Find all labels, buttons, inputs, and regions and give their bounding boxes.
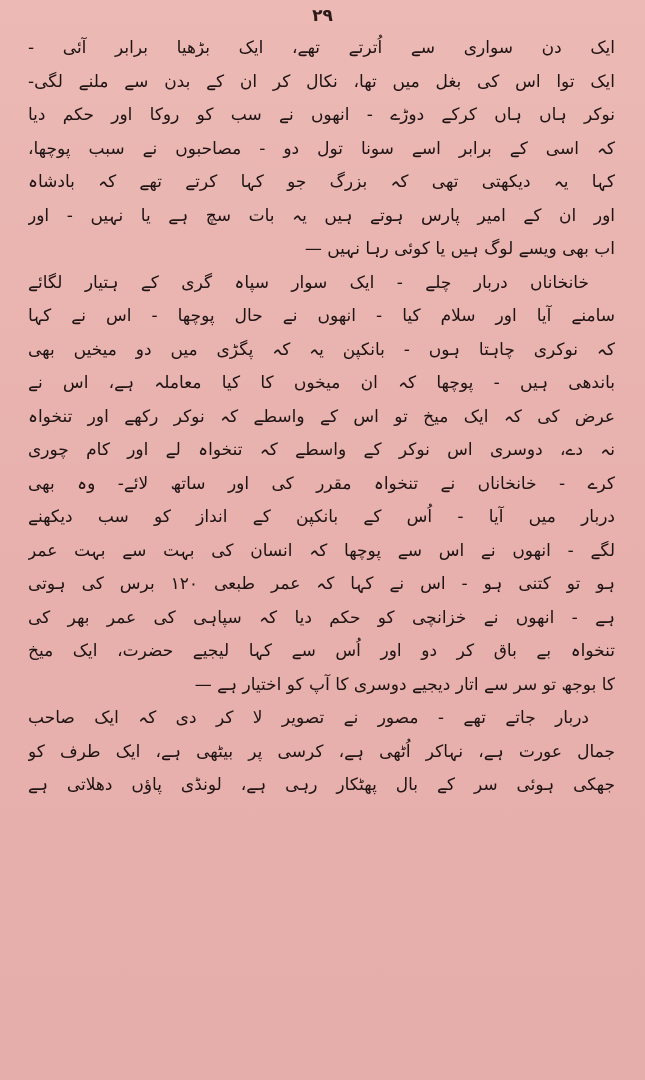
text-line: ہے - انھوں نے خزانچی کو حکم دیا کہ سپاہی کی عمر بھر کی — [28, 607, 615, 628]
text-line: دربار میں آیا - اُس کے بانکپن کے انداز کو سب دیکھنے — [28, 507, 615, 527]
paragraph-1 — [28, 32, 615, 267]
text-line: کرے - خانخاناں نے تنخواہ مقرر کی اور ساتھ لائے- وہ بھی — [28, 473, 615, 494]
text-line: ایک دن سواری سے اُترتے تھے، ایک بڑھیا برابر آئی - — [28, 38, 615, 58]
text-line: تنخواہ بے باق کر دو اور اُس سے کہا لیجیے حضرت، ایک میخ — [28, 641, 615, 661]
paragraph-2 — [28, 267, 615, 703]
text-line: عرض کی کہ ایک میخ تو اس کے واسطے کہ نوکر رکھے اور تنخواہ — [28, 406, 615, 427]
text-line: کہ نوکری چاہتا ہوں - بانکپن یہ کہ پگڑی میں دو میخیں بھی — [28, 339, 615, 360]
text-line: نوکر ہاں ہاں کرکے دوڑے - انھوں نے سب کو روکا اور حکم دیا — [28, 105, 615, 125]
text-line: اب بھی ویسے لوگ ہیں یا کوئی رہا نہیں — — [304, 239, 615, 259]
text-line: جمال عورت ہے، نہاکر اُٹھی ہے، کرسی پر بیٹھی ہے، ایک طرف کو — [28, 741, 615, 762]
text-line: جھکی ہوئی سر کے بال پھٹکار رہی ہے، لونڈی پاؤں دھلاتی ہے — [28, 775, 615, 795]
text-line: دربار جاتے تھے - مصور نے تصویر لا کر دی کہ ایک صاحب — [28, 708, 589, 728]
text-line: اور ان کے امیر پارس ہوتے ہیں یہ بات سچ ہے یا نہیں - اور — [28, 205, 615, 226]
text-line: کہا یہ دیکھتی تھی کہ بزرگ جو کہا کرتے تھے کہ بادشاہ — [28, 172, 615, 192]
page-number: ۲۹ — [312, 6, 333, 26]
text-line: سامنے آیا اور سلام کیا - انھوں نے حال پوچھا - اس نے کہا — [28, 306, 615, 326]
page-body-text — [28, 32, 615, 803]
text-line: ایک توا اس کی بغل میں تھا، نکال کر ان کے بدن سے ملنے لگی- — [28, 71, 615, 92]
text-line: باندھی ہیں - پوچھا کہ ان میخوں کا کیا معاملہ ہے، اس نے — [28, 373, 615, 393]
text-line: لگے - انھوں نے اس سے پوچھا کہ انسان کی بہت سے بہت عمر — [28, 540, 615, 561]
text-line: خانخاناں دربار چلے - ایک سوار سپاہ گری کے ہتیار لگائے — [28, 272, 589, 293]
text-line: نہ دے، دوسری اس نوکر کے واسطے کہ تنخواہ لے اور کام چوری — [28, 440, 615, 460]
text-line: کہ اسی کے برابر اسے سونا تول دو - مصاحبوں نے سبب پوچھا، — [28, 138, 615, 159]
text-line: کا بوجھ تو سر سے اتار دیجیے دوسری کا آپ کو اختیار ہے — — [194, 674, 615, 695]
paragraph-3 — [28, 702, 615, 803]
text-line: ہو تو کتنی ہو - اس نے کہا کہ عمر طبعی ۱۲۰ برس کی ہوتی — [28, 574, 615, 594]
